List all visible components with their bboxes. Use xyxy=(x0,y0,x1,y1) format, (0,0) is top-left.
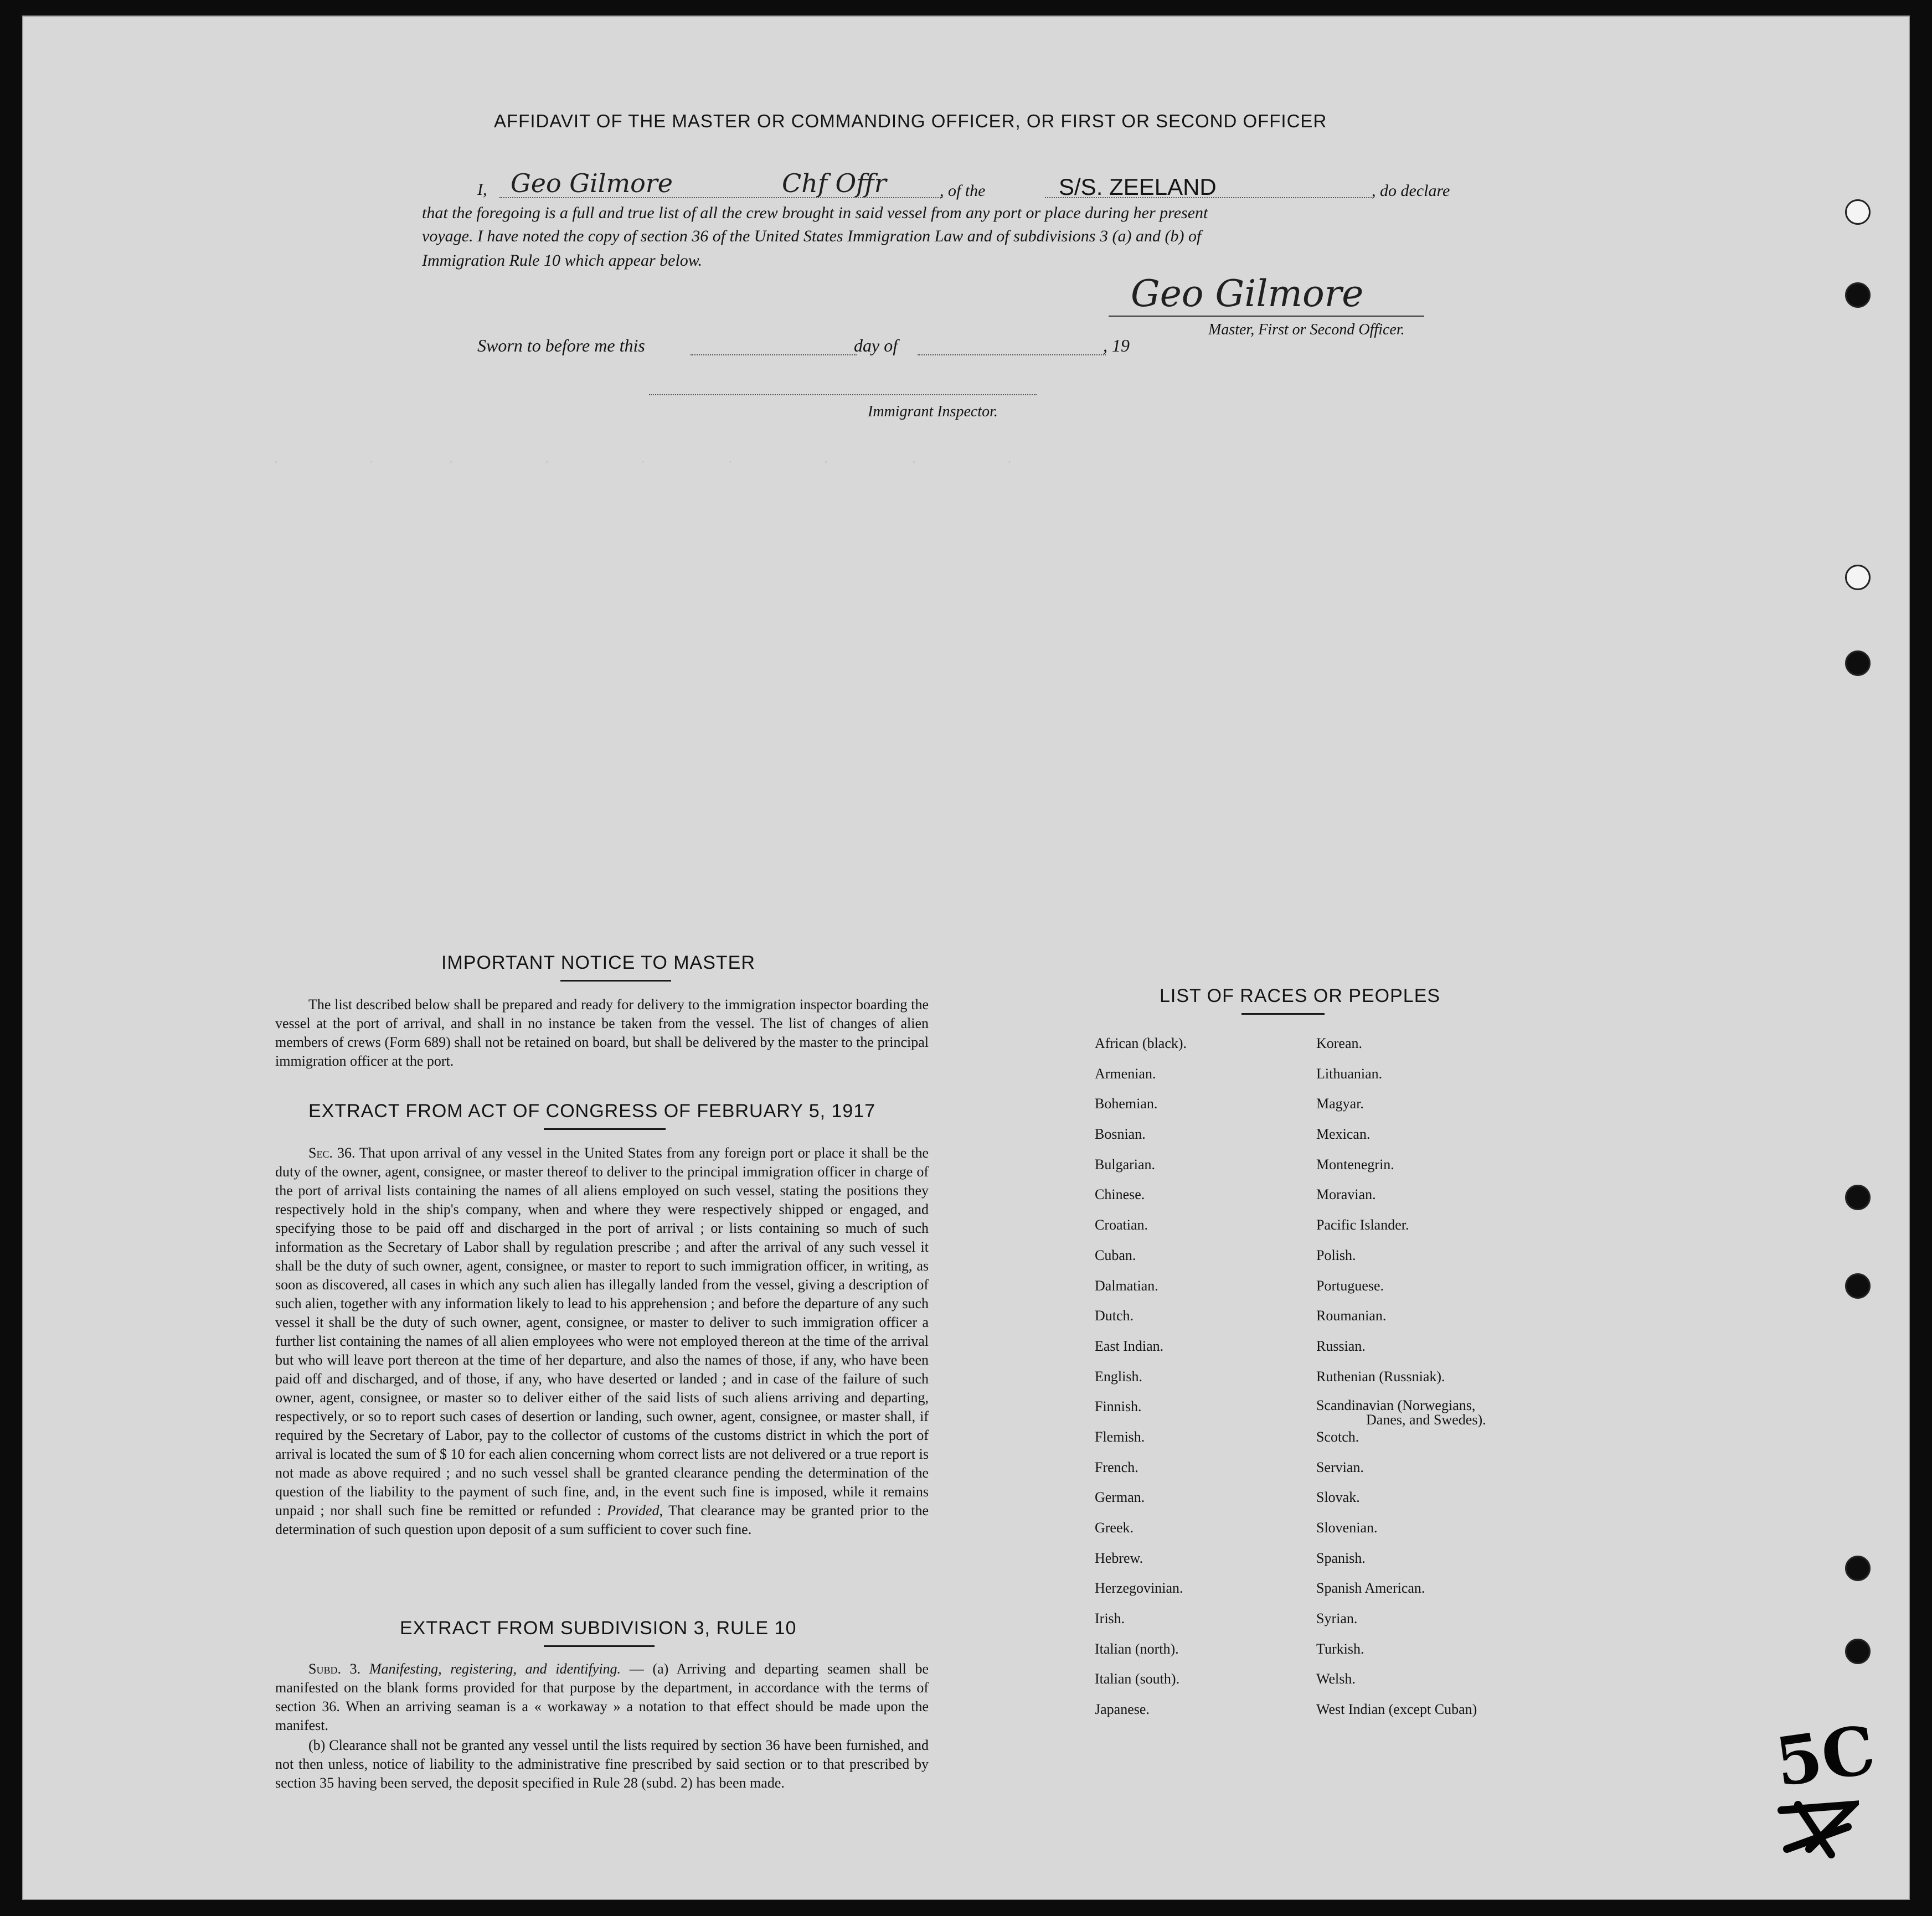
binder-hole xyxy=(1845,282,1871,308)
race-item: Slovenian. xyxy=(1316,1520,1378,1536)
race-item: Irish. xyxy=(1095,1610,1125,1627)
race-item: Lithuanian. xyxy=(1316,1065,1383,1082)
subd-para-a: — (a) Arriving and departing seamen shall be manifested on the blank forms provided for that purpose by the department, in accordance with the terms of section 36. When an arriving seaman is a « workaway » a notation to that effect should be made upon the manifest. xyxy=(275,1661,929,1733)
race-item: East Indian. xyxy=(1095,1337,1164,1354)
bleed-through-text: . . . . . . . . . xyxy=(271,452,1014,467)
rule-extract-title: EXTRACT FROM SUBDIVISION 3, RULE 10 xyxy=(400,1618,797,1639)
of-the-text: , of the xyxy=(940,182,986,200)
race-item: Welsh. xyxy=(1316,1671,1356,1687)
race-item: Polish. xyxy=(1316,1247,1356,1263)
race-item: Moravian. xyxy=(1316,1186,1376,1203)
affidavit-title: AFFIDAVIT OF THE MASTER OR COMMANDING OFFICER, OR FIRST OR SECOND OFFICER xyxy=(494,111,1327,131)
binder-hole xyxy=(1845,199,1871,225)
race-item: Ruthenian (Russniak). xyxy=(1316,1368,1445,1385)
sworn-month-line xyxy=(918,354,1106,355)
declaration-line-1: that the foregoing is a full and true list of all the crew brought in said vessel from any port or place during her present xyxy=(422,204,1208,222)
act-extract-title-rule xyxy=(544,1128,666,1130)
do-declare-text: , do declare xyxy=(1372,182,1450,200)
scribble-icon xyxy=(1776,1794,1859,1860)
binder-hole xyxy=(1845,565,1871,590)
sworn-prefix: Sworn to before me this xyxy=(477,335,645,355)
binder-hole xyxy=(1845,1639,1871,1664)
binder-hole xyxy=(1845,1556,1871,1581)
inspector-caption: Immigrant Inspector. xyxy=(868,403,998,420)
notice-title-rule xyxy=(560,980,671,982)
race-item: Greek. xyxy=(1095,1520,1134,1536)
race-item: Roumanian. xyxy=(1316,1308,1387,1324)
proviso-label: Provided, xyxy=(607,1502,663,1519)
race-item xyxy=(1316,1398,1486,1429)
binder-hole xyxy=(1845,1185,1871,1210)
subd-label: Subd. 3. xyxy=(308,1661,361,1677)
race-item: Flemish. xyxy=(1095,1428,1145,1445)
race-item: Hebrew. xyxy=(1095,1550,1143,1566)
race-item: Slovak. xyxy=(1316,1489,1360,1506)
officer-name-handwritten: Geo Gilmore xyxy=(511,168,673,198)
day-of-text: day of xyxy=(854,335,898,355)
stamp-mark-text: 5C xyxy=(1770,1711,1880,1802)
race-item: Portuguese. xyxy=(1316,1277,1384,1294)
races-column-2 xyxy=(1316,1035,1486,1732)
race-scandinavian-line2: Danes, and Swedes). xyxy=(1366,1412,1486,1428)
race-item: Bosnian. xyxy=(1095,1126,1146,1143)
act-extract-block xyxy=(275,1144,929,1539)
officer-signature: Geo Gilmore xyxy=(1131,272,1364,315)
race-item: Dalmatian. xyxy=(1095,1277,1158,1294)
race-item: Croatian. xyxy=(1095,1217,1148,1233)
race-item: Scotch. xyxy=(1316,1428,1359,1445)
race-item: Herzegovinian. xyxy=(1095,1580,1183,1597)
proviso-text: That clearance may be granted prior to the determination of such question upon deposit of a sum sufficient to cover such fine. xyxy=(275,1502,929,1537)
races-title-rule xyxy=(1241,1013,1325,1015)
subdivision-3-paragraph-a xyxy=(275,1660,929,1735)
document-page xyxy=(22,16,1910,1900)
section-36-text: That upon arrival of any vessel in the United States from any foreign port or place it shall be the duty of the owner, agent, consignee, or master thereof to deliver to the principal immigration officer in charge of the port of arrival lists containing the names of all aliens employed on such vessel, stating the positions they respectively hold in the ship's company, when and where they were respectively shipped or engaged, and specifying those to be paid off and discharged in the port of arrival ; or lists containing so much of such information as the Secretary of Labor shall by regulation prescribe ; and after the arrival of any such vessel it shall be the duty of such owner, agent, consignee, or master to report to such immigration officer, in writing, as soon as discovered, all cases in which any such alien has illegally landed from the vessel, giving a description of such alien, together with any information likely to lead to his apprehension ; and before the departure of any such vessel it shall be the duty of such owner, agent, consignee, or master to deliver to such immigration officer a further list containing the names of all alien employees who were not employed thereon at the time of the arrival but who will leave port thereon at the time of her departure, and also the names of those, if any, who have been paid off and discharged, and of those, if any, who have deserted or landed ; and in case of the failure of such owner, agent, consignee, or master so to deliver either of the said lists of such aliens arriving and departing, respectively, or so to report such cases of desertion or landing, such owner, agent, consignee, or master shall, if required by the Secretary of Labor, pay to the collector of customs of the customs district in which the port of arrival is located the sum of $ 10 for each alien concerning whom correct lists are not delivered or a true report is not made as above required ; and no such vessel shall be granted clearance pending the determination of the question of the liability to the payment of such fine, and, in the event such fine is imposed, while it remains unpaid ; nor shall such fine be remitted or refunded : xyxy=(275,1145,929,1519)
binder-hole xyxy=(1845,650,1871,676)
race-item: Chinese. xyxy=(1095,1186,1145,1203)
race-item: West Indian (except Cuban) xyxy=(1316,1701,1477,1718)
race-item: Italian (north). xyxy=(1095,1640,1179,1657)
race-item: German. xyxy=(1095,1489,1145,1506)
race-item: Finnish. xyxy=(1095,1398,1142,1415)
race-item: Montenegrin. xyxy=(1316,1156,1394,1173)
race-item: Italian (south). xyxy=(1095,1671,1180,1687)
officer-rank-handwritten: Chf Offr xyxy=(782,168,887,198)
races-title: LIST OF RACES OR PEOPLES xyxy=(1160,985,1441,1006)
race-item: Turkish. xyxy=(1316,1640,1364,1657)
race-item: Bohemian. xyxy=(1095,1096,1158,1112)
race-item: Mexican. xyxy=(1316,1126,1371,1143)
race-item: Russian. xyxy=(1316,1337,1366,1354)
sworn-day-line xyxy=(691,354,857,355)
act-extract-title: EXTRACT FROM ACT OF CONGRESS OF FEBRUARY 5, 1917 xyxy=(308,1101,876,1122)
declaration-line-2: voyage. I have noted the copy of section 36 of the United States Immigration Law and of subdivisions 3 (a) and (b) of xyxy=(422,227,1202,245)
race-item: French. xyxy=(1095,1459,1138,1475)
subd-heading: Manifesting, registering, and identifying. xyxy=(369,1661,621,1677)
binder-hole xyxy=(1845,1273,1871,1299)
race-item: African (black). xyxy=(1095,1035,1187,1051)
signature-line xyxy=(1109,316,1424,317)
race-item: Spanish American. xyxy=(1316,1580,1425,1597)
race-item: Korean. xyxy=(1316,1035,1363,1051)
notice-title: IMPORTANT NOTICE TO MASTER xyxy=(441,952,755,973)
race-item: Dutch. xyxy=(1095,1308,1134,1324)
race-item: Servian. xyxy=(1316,1459,1364,1475)
vessel-name: S/S. ZEELAND xyxy=(1059,174,1217,200)
race-item: Syrian. xyxy=(1316,1610,1358,1627)
stamp-mark xyxy=(1770,1711,1880,1868)
subdivision-3-paragraph-b: (b) Clearance shall not be granted any vessel until the lists required by section 36 have been furnished, and not then unless, notice of liability to the administrative fine prescribed by said section or to that prescribed by section 35 having been served, the deposit specified in Rule 28 (subd. 2) has been made. xyxy=(275,1737,929,1791)
year-prefix: , 19 xyxy=(1103,335,1130,355)
race-item: Spanish. xyxy=(1316,1550,1366,1566)
race-item: Pacific Islander. xyxy=(1316,1217,1409,1233)
race-item: Magyar. xyxy=(1316,1096,1364,1112)
race-item: Armenian. xyxy=(1095,1065,1156,1082)
signer-caption: Master, First or Second Officer. xyxy=(1208,321,1405,338)
inspector-signature-line xyxy=(649,394,1037,395)
notice-text-block xyxy=(275,995,929,1071)
race-item: English. xyxy=(1095,1368,1142,1385)
race-item: Japanese. xyxy=(1095,1701,1150,1718)
rule-extract-block xyxy=(275,1660,929,1793)
race-scandinavian-line1: Scandinavian (Norwegians, xyxy=(1316,1397,1476,1414)
declaration-line-3: Immigration Rule 10 which appear below. xyxy=(422,251,703,270)
declarant-prefix: I, xyxy=(477,180,487,199)
notice-text: The list described below shall be prepared and ready for delivery to the immigration inspector boarding the vessel at the port of arrival, and shall in no instance be taken from the vessel. The list of changes of alien members of crews (Form 689) shall not be retained on board, but shall be delivered by the master to the principal immigration officer at the port. xyxy=(275,996,929,1069)
races-column-1 xyxy=(1095,1035,1187,1732)
rule-extract-title-rule xyxy=(544,1645,655,1647)
race-item: Bulgarian. xyxy=(1095,1156,1156,1173)
act-extract-paragraph xyxy=(275,1144,929,1539)
section-36-label: Sec. 36. xyxy=(308,1145,356,1161)
race-item: Cuban. xyxy=(1095,1247,1136,1263)
